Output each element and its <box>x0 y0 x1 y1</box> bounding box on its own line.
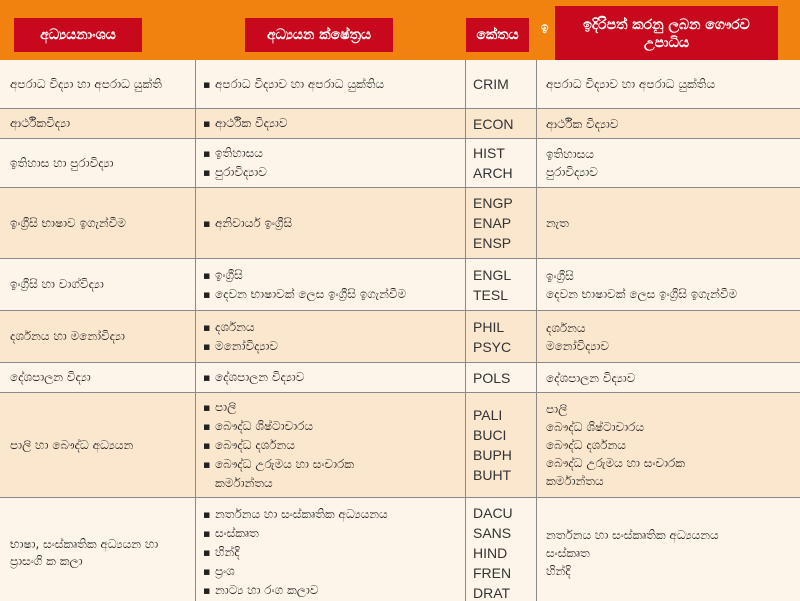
course-code: ENAP <box>473 215 512 231</box>
field-item: ▪ පාලි <box>203 398 465 417</box>
degree-item: දෙවන භාෂාවක් ලෙස ඉංග්‍රීසි ඉගැන්වීම <box>546 286 738 301</box>
code-cell <box>465 188 536 258</box>
code-cell <box>465 363 536 392</box>
course-code: BUPH <box>473 447 512 463</box>
degree-item: පුරාවිද්‍යාව <box>546 165 598 179</box>
department-cell: ඉතිහාස හා පුරාවිද්‍යා <box>10 155 114 170</box>
code-cell <box>465 311 536 362</box>
course-code: TESL <box>473 286 509 303</box>
header-degree-peek: ඉ <box>541 20 549 34</box>
course-code: HIND <box>473 544 508 561</box>
field-item: ▪ මනෝවිද්‍යාව <box>203 337 465 356</box>
field-item: ▪ සංස්කෘත <box>203 524 465 543</box>
degree-item: ඉතිහාසය <box>546 147 594 161</box>
course-code: BUHT <box>473 467 512 483</box>
course-code: CRIM <box>473 76 509 92</box>
header-code: කේතය <box>466 18 529 52</box>
table-row <box>0 363 800 393</box>
department-cell: පාලි හා බෞද්ධ අධ්‍යයන <box>10 437 134 452</box>
course-code: DACU <box>473 504 513 521</box>
field-cell <box>195 139 465 187</box>
table-row <box>0 60 800 109</box>
department-cell: ඉංග්‍රීසි හා වාග්විද්‍යා <box>10 277 104 291</box>
field-cell <box>195 259 465 310</box>
code-cell <box>465 60 536 108</box>
degree-item: අපරාධ විද්‍යාව හා අපරාධ යුක්තිය <box>546 77 716 91</box>
field-item: ▪ ආර්ථික විද්‍යාව <box>203 114 465 133</box>
table-row <box>0 393 800 498</box>
column-divider <box>536 60 537 601</box>
course-code: PSYC <box>473 338 512 355</box>
course-code: PHIL <box>473 318 505 335</box>
field-cell <box>195 109 465 138</box>
field-cell <box>195 311 465 362</box>
field-item: ▪ ප්‍රංශ <box>203 562 465 581</box>
degree-item: නැත <box>546 216 569 230</box>
course-code: BUCI <box>473 427 507 443</box>
field-cell <box>195 498 465 601</box>
degree-item: දේශපාලන විද්‍යාව <box>546 370 636 385</box>
field-item: ▪ බෞද්ධ දර්ශනය <box>203 436 465 455</box>
field-cell <box>195 60 465 108</box>
field-item: ▪ බෞද්ධ උරුමය හා සංචාරක <box>203 455 465 474</box>
code-cell <box>465 259 536 310</box>
field-continuation: කර්මාන්තය <box>215 476 273 490</box>
field-cell <box>195 363 465 392</box>
course-code: ARCH <box>473 165 513 181</box>
department-cell: දේශපාලන විද්‍යා <box>10 370 91 384</box>
degree-item: බෞද්ධ උරුමය හා සංචාරක <box>546 456 686 470</box>
header-field: අධ්‍යයන ක්ෂේත්‍රය <box>245 18 393 52</box>
department-cell: ඉංග්‍රීසි භාෂාව ඉගැන්වීම <box>10 215 126 230</box>
degree-cell <box>536 139 800 187</box>
field-item: ▪ දෙවන භාෂාවක් ලෙස ඉංග්‍රීසි ඉගැන්වීම <box>203 285 465 304</box>
course-code: HIST <box>473 145 505 161</box>
degree-item: ඉංග්‍රීසි <box>546 268 574 283</box>
code-cell <box>465 498 536 601</box>
degree-item: කර්මාන්තය <box>546 474 604 488</box>
field-cell <box>195 188 465 258</box>
field-item: ▪ පුරාවිද්‍යාව <box>203 163 465 182</box>
degree-cell <box>536 311 800 362</box>
degree-item: බෞද්ධ ශිෂ්ටාචාරය <box>546 420 645 434</box>
department-cell: දර්ශනය හා මනෝවිද්‍යා <box>10 329 125 343</box>
field-item: ▪ දර්ශනය <box>203 318 465 337</box>
department-cell: ආර්ථිකවිද්‍යා <box>10 116 71 130</box>
field-item: ▪ ඉංග්‍රීසි <box>203 266 465 285</box>
course-code: ECON <box>473 115 514 132</box>
column-divider <box>195 60 196 601</box>
field-item: ▪ අනිවාර්ය ඉංග්‍රීසි <box>203 214 465 233</box>
field-item: ▪ ඉතිහාසය <box>203 144 465 163</box>
degree-item: ආර්ථික විද්‍යාව <box>546 116 619 131</box>
field-cell <box>195 393 465 497</box>
table-row <box>0 311 800 363</box>
degree-cell <box>536 498 800 601</box>
degree-cell <box>536 393 800 497</box>
header-degree: ඉදිරිපත් කරනු ලබන ගෞරව උපාධිය <box>555 6 778 62</box>
code-cell <box>465 393 536 497</box>
degree-cell <box>536 259 800 310</box>
degree-cell <box>536 60 800 108</box>
degree-cell <box>536 363 800 392</box>
course-code: ENGP <box>473 195 513 211</box>
degree-item: නර්තනය හා සංස්කෘතික අධ්‍යයනය <box>546 527 719 542</box>
table-row <box>0 109 800 139</box>
table-row <box>0 139 800 188</box>
course-code: ENSP <box>473 235 512 251</box>
degree-item: පාලි <box>546 402 568 416</box>
degree-item: හින්දි <box>546 563 571 578</box>
course-code: DRAT <box>473 584 511 601</box>
department-cell: අපරාධ විද්‍යා හා අපරාධ යුක්ති <box>10 76 162 91</box>
field-item: ▪ නර්තනය හා සංස්කෘතික අධ්‍යයනය <box>203 505 465 524</box>
code-cell <box>465 109 536 138</box>
field-item: ▪ දේශපාලන විද්‍යාව <box>203 368 465 387</box>
degree-item: දර්ශනය <box>546 320 586 335</box>
department-cell: භාෂා, සංස්කෘතික අධ්‍යයන හා ප්‍රාසංගි ක කලා <box>10 536 159 568</box>
degree-item: මනෝවිද්‍යාව <box>546 338 609 353</box>
field-item: ▪ නාට්‍ය හා රංග කලාව <box>203 581 465 600</box>
table-row <box>0 498 800 601</box>
header-department: අධ්‍යයනාංශය <box>14 18 142 52</box>
degree-item: සංස්කෘත <box>546 545 590 560</box>
code-cell <box>465 139 536 187</box>
field-item: ▪ අපරාධ විද්‍යාව හා අපරාධ යුක්තිය <box>203 75 465 94</box>
field-item: ▪ බෞද්ධ ශිෂ්ටාචාරය <box>203 417 465 436</box>
field-item: ▪ හින්දි <box>203 543 465 562</box>
course-code: ENGL <box>473 266 512 283</box>
table-row <box>0 259 800 311</box>
degree-cell <box>536 109 800 138</box>
column-divider <box>465 60 466 601</box>
course-code: POLS <box>473 369 511 386</box>
table-header <box>0 0 800 60</box>
degree-cell <box>536 188 800 258</box>
course-code: PALI <box>473 407 503 423</box>
course-code: FREN <box>473 564 512 581</box>
table-row <box>0 188 800 259</box>
degree-item: බෞද්ධ දර්ශනය <box>546 438 626 452</box>
course-code: SANS <box>473 524 512 541</box>
